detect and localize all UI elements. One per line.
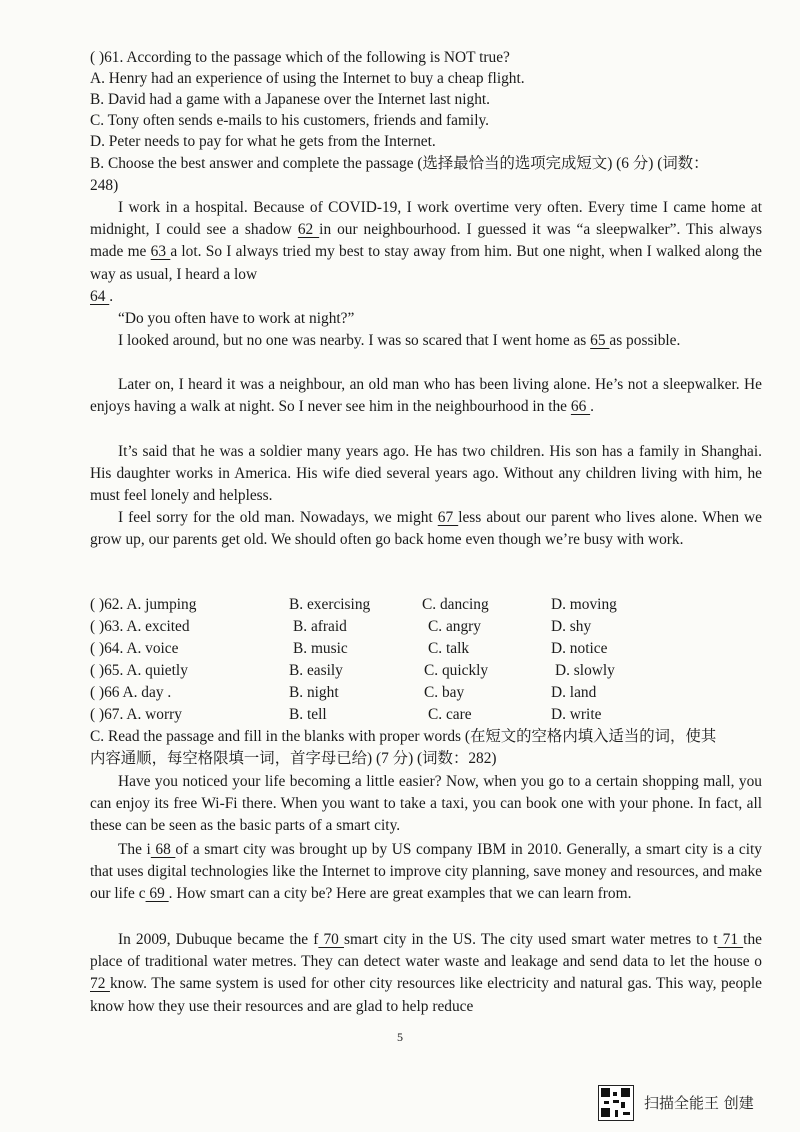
section-b-title-cont: 248)	[90, 177, 119, 194]
option-row-66: ( )66 A. day .	[90, 684, 172, 701]
text: a lot. So I always tried my best to stay away from him. But one night, when I walked along the way as usual, I heard a low	[90, 243, 762, 283]
text: the place of traditional water metres. They can detect water waste and leakage and send data to let the house o	[90, 931, 762, 971]
option-row-62: ( )62. A. jumping	[90, 596, 197, 613]
option-64-b: B. music	[293, 640, 348, 657]
passage-c-paragraph-3	[90, 929, 762, 1018]
q61-option-a: A. Henry had an experience of using the Internet to buy a cheap flight.	[90, 70, 525, 87]
option-67-c: C. care	[428, 706, 472, 723]
blank-64[interactable]: 64	[90, 287, 110, 305]
q61-option-b: B. David had a game with a Japanese over the Internet last night.	[90, 91, 491, 108]
text: less about our parent who lives alone. When we grow up, our parents get old. We should often go back home even though we’re busy with work.	[90, 509, 763, 549]
option-65-c: C. quickly	[424, 662, 489, 679]
scanner-watermark	[598, 1085, 788, 1121]
blank-71[interactable]: 71	[717, 931, 744, 948]
text: I feel sorry for the old man. Nowadays, we might	[118, 509, 438, 526]
blank-66[interactable]: 66	[570, 398, 591, 416]
passage-c-paragraph-2	[90, 839, 762, 906]
text: know. The same system is used for other city resources like electricity and natural gas. This way, people know how they use their resources and are glad to help reduce	[90, 975, 762, 1015]
text: of a smart city was brought up by US company IBM in 2010. Generally, a smart city is a city that uses digital technologies like the Internet to improve city planning, save money and resources, and make our life c	[90, 841, 762, 903]
passage-b-paragraph-2: “Do you often have to work at night?”	[118, 310, 355, 327]
option-63-d: D. shy	[551, 618, 592, 635]
passage-b-paragraph-3	[90, 330, 762, 352]
option-row-65: ( )65. A. quietly	[90, 662, 188, 679]
q61-option-d: D. Peter needs to pay for what he gets from the Internet.	[90, 133, 436, 150]
blank-68[interactable]: 68	[150, 841, 176, 858]
option-row-64: ( )64. A. voice	[90, 640, 179, 657]
text: I looked around, but no one was nearby. I was so scared that I went home as	[118, 332, 591, 349]
option-65-d: D. slowly	[555, 662, 615, 679]
passage-b-paragraph-1	[90, 197, 762, 308]
page-number: 5	[397, 1030, 403, 1044]
option-66-b: B. night	[289, 684, 339, 701]
passage-b-paragraph-4	[90, 374, 762, 418]
blank-62[interactable]: 62	[297, 221, 320, 239]
option-62-d: D. moving	[551, 596, 617, 613]
text: .	[109, 287, 114, 305]
option-62-c: C. dancing	[422, 596, 489, 613]
option-65-b: B. easily	[289, 662, 343, 679]
blank-70[interactable]: 70	[318, 931, 344, 948]
text: in our neighbourhood. I guessed it was “a sleepwalker”. This always made me	[90, 221, 762, 261]
section-c-title-line-2: 内容通顺，每空格限填一词，首字母已给) (7 分) (词数：282)	[90, 750, 497, 767]
text: . How smart can a city be? Here are great examples that we can learn from.	[168, 885, 632, 903]
blank-67[interactable]: 67	[437, 509, 459, 526]
text: smart city in the US. The city used smart water metres to t	[344, 931, 718, 948]
option-63-c: C. angry	[428, 618, 482, 635]
text: Later on, I heard it was a neighbour, an old man who has been living alone. He’s not a sleepwalker. He enjoys having a walk at night. So I never see him in the neighbourhood in the	[90, 376, 762, 416]
section-c-title-line-1: C. Read the passage and fill in the blanks with proper words (在短文的空格内填入适当的词，使其	[90, 728, 717, 745]
option-67-b: B. tell	[289, 706, 327, 723]
blank-69[interactable]: 69	[145, 885, 169, 903]
text: as possible.	[609, 332, 681, 349]
text: In 2009, Dubuque became the f	[118, 931, 319, 948]
section-b-title: B. Choose the best answer and complete the passage (选择最恰当的选项完成短文) (6 分) (词数：	[90, 155, 709, 172]
blank-65[interactable]: 65	[590, 332, 610, 349]
q61-option-c: C. Tony often sends e-mails to his customers, friends and family.	[90, 112, 490, 129]
text: The i	[118, 841, 151, 858]
option-64-d: D. notice	[551, 640, 608, 657]
text: .	[590, 398, 594, 416]
option-62-b: B. exercising	[289, 596, 371, 613]
footer-text: 扫描全能王 创建	[644, 1094, 754, 1112]
passage-c-paragraph-1: Have you noticed your life becoming a little easier? Now, when you go to a certain shopping mall, you can enjoy its free Wi-Fi there. When you want to take a taxi, you can book one with your phone. In fact, all these can be seen as the basic parts of a smart city.	[90, 773, 762, 835]
blank-63[interactable]: 63	[150, 243, 171, 261]
passage-b-paragraph-6	[90, 507, 762, 551]
q61-stem: ( )61. According to the passage which of the following is NOT true?	[90, 49, 510, 66]
blank-72[interactable]: 72	[90, 975, 110, 993]
option-66-d: D. land	[551, 684, 597, 701]
text: I work in a hospital. Because of COVID-19, I work overtime very often. Every time I came home at midnight, I could see a shadow	[90, 199, 762, 239]
option-67-d: D. write	[551, 706, 602, 723]
option-row-63: ( )63. A. excited	[90, 618, 190, 635]
option-63-b: B. afraid	[293, 618, 347, 635]
option-66-c: C. bay	[424, 684, 465, 701]
option-row-67: ( )67. A. worry	[90, 706, 182, 723]
qr-code-icon	[598, 1085, 634, 1121]
option-64-c: C. talk	[428, 640, 470, 657]
passage-b-paragraph-5: It’s said that he was a soldier many years ago. He has two children. His son has a family in Shanghai. His daughter works in America. His wife died several years ago. Without any children living with him, he must feel lonely and helpless.	[90, 443, 762, 505]
